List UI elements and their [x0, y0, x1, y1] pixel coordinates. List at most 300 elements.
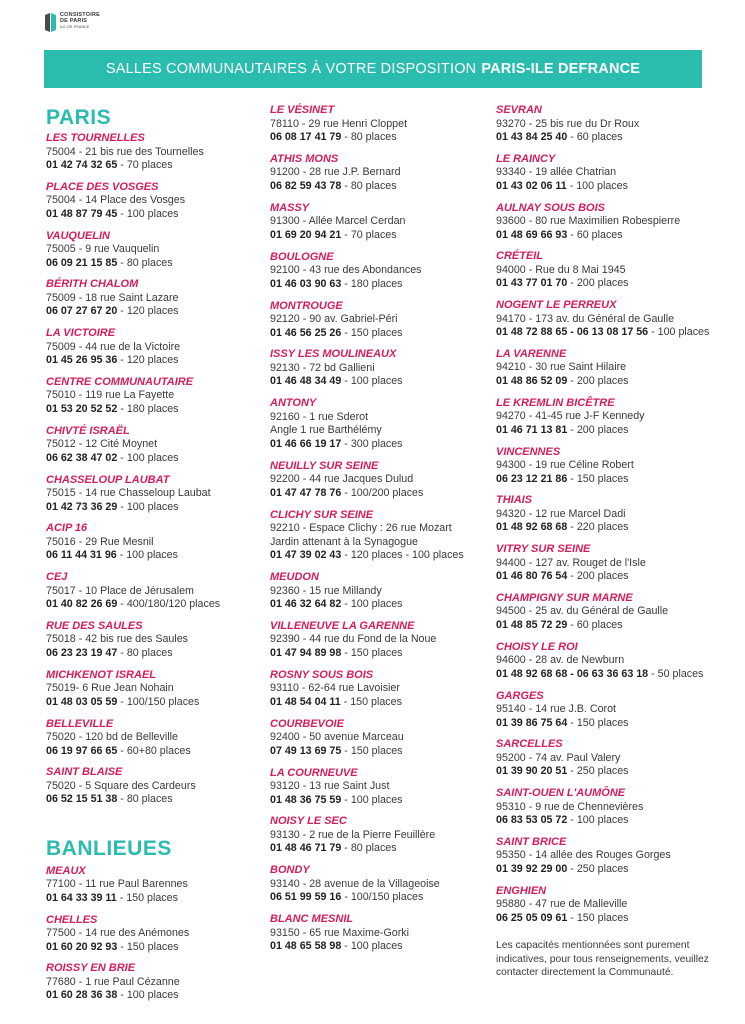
venue-entry — [46, 522, 246, 563]
venue-contact — [496, 521, 716, 535]
venue-entry — [46, 914, 246, 955]
venue-capacity: - 150 places — [567, 472, 629, 485]
column-3 — [496, 104, 716, 980]
venue-capacity: - 100 places — [116, 549, 178, 562]
venue-capacity: - 70 places — [341, 228, 397, 241]
venue-entry — [496, 104, 716, 145]
venue-entry — [270, 620, 480, 661]
venue-address: 94270 - 41-45 rue J-F Kennedy — [496, 410, 645, 423]
venue-phone: 06 19 97 66 65 — [46, 744, 118, 757]
venue-entry — [46, 278, 246, 319]
venue-entry — [46, 865, 246, 906]
logo-line-3: ILE-DE-FRANCE — [60, 25, 90, 29]
venue-contact — [270, 745, 480, 759]
venue-phone: 01 53 20 52 52 — [46, 402, 118, 415]
venue-address: 75010 - 119 rue La Fayette — [46, 389, 175, 402]
venue-entry — [46, 718, 246, 759]
venue-contact — [46, 208, 246, 222]
venue-contact — [270, 180, 480, 194]
venue-entry — [270, 202, 480, 243]
venue-entry — [270, 864, 480, 905]
venue-capacity: - 200 places — [567, 277, 629, 290]
venue-phone: 01 48 03 05 59 — [46, 695, 118, 708]
venue-entry — [46, 132, 246, 173]
banlieues-list-col3 — [496, 104, 716, 925]
venue-address: 92390 - 44 rue du Fond de la Noue — [270, 633, 437, 646]
banner-bold: PARIS-ILE DEFRANCE — [481, 61, 641, 77]
venue-capacity: - 60 places — [567, 618, 623, 631]
venue-address: 93130 - 2 rue de la Pierre Feuillère — [270, 828, 436, 841]
venue-name: CHOISY LE ROI — [496, 640, 578, 653]
venue-address: 94600 - 28 av. de Newburn — [496, 654, 625, 667]
venue-phone: 01 60 28 36 38 — [46, 989, 118, 1002]
venue-address: 95140 - 14 rue J.B. Corot — [496, 703, 617, 716]
venue-contact — [496, 814, 716, 828]
venue-contact — [496, 863, 716, 877]
venue-capacity: - 100 places — [117, 451, 179, 464]
venue-contact — [496, 717, 716, 731]
venue-capacity: - 400/180/120 places — [117, 598, 221, 611]
venue-address: 75018 - 42 bis rue des Saules — [46, 633, 189, 646]
venue-address: 94300 - 19 rue Céline Robert — [496, 459, 634, 472]
venue-contact — [270, 229, 480, 243]
venue-contact — [496, 180, 716, 194]
venue-name: MEUDON — [270, 571, 319, 584]
venue-contact — [46, 989, 246, 1003]
venue-name: ANTONY — [270, 397, 317, 410]
consistoire-logo — [44, 12, 100, 34]
venue-phone: 01 42 73 36 29 — [46, 500, 118, 513]
consistoire-logo-icon — [44, 12, 57, 34]
venue-contact — [46, 793, 246, 807]
venue-phone: 01 42 74 32 65 — [46, 159, 118, 171]
venue-name: VITRY SUR SEINE — [496, 543, 591, 556]
venue-phone: 01 47 94 89 98 — [270, 646, 342, 659]
venue-name: VILLENEUVE LA GARENNE — [270, 619, 415, 632]
venue-phone: 01 47 47 78 76 — [270, 486, 342, 499]
venue-name: LE RAINCY — [496, 152, 556, 165]
venue-contact — [46, 501, 246, 515]
venue-address: 75019- 6 Rue Jean Nohain — [46, 682, 174, 695]
venue-capacity: - 60 places — [567, 228, 623, 241]
venue-entry — [270, 397, 480, 451]
venue-entry — [46, 571, 246, 612]
venue-address: 75005 - 9 rue Vauquelin — [46, 243, 160, 256]
column-1 — [46, 104, 246, 1011]
venue-phone: 01 48 72 88 65 - 06 13 08 17 56 — [496, 326, 649, 339]
venue-name: LES TOURNELLES — [46, 132, 145, 144]
venue-name: THIAIS — [496, 494, 533, 507]
venue-entry — [270, 571, 480, 612]
venue-name: MONTROUGE — [270, 299, 343, 312]
venue-capacity: - 100 places — [341, 793, 403, 806]
venue-phone: 06 09 21 15 85 — [46, 256, 118, 269]
venue-phone: 01 48 46 71 79 — [270, 842, 342, 855]
venue-phone: 01 39 90 20 51 — [496, 765, 568, 778]
venue-contact — [46, 549, 246, 563]
venue-entry — [496, 690, 716, 731]
venue-address: 95200 - 74 av. Paul Valery — [496, 751, 621, 764]
venue-contact — [496, 375, 716, 389]
venue-entry — [270, 669, 480, 710]
venue-capacity: - 100/200 places — [341, 486, 424, 499]
venue-capacity: - 150 places — [567, 911, 629, 924]
venue-address: 75004 - 21 bis rue des Tournelles — [46, 145, 204, 158]
venue-address: 92160 - 1 rue Sderot — [270, 410, 369, 423]
venue-entry — [496, 592, 716, 633]
venue-entry — [46, 181, 246, 222]
venue-name: AULNAY SOUS BOIS — [496, 201, 605, 214]
venue-contact — [46, 892, 246, 906]
venue-capacity: - 60+80 places — [117, 744, 191, 757]
venue-phone: 06 51 99 59 16 — [270, 891, 342, 904]
venue-phone: 06 83 53 05 72 — [496, 814, 568, 827]
venue-entry — [270, 348, 480, 389]
venue-contact — [46, 598, 246, 612]
venue-capacity: - 100 places — [117, 500, 179, 513]
venue-contact — [270, 940, 480, 954]
venue-entry — [496, 348, 716, 389]
venue-name: LA VICTOIRE — [46, 327, 116, 340]
venue-entry — [496, 885, 716, 926]
logo-line-2: DE PARIS — [60, 18, 88, 24]
venue-contact — [46, 354, 246, 368]
venue-entry — [270, 767, 480, 808]
venue-capacity: - 150 places — [341, 326, 403, 339]
venue-entry — [496, 446, 716, 487]
venue-name: CHAMPIGNY SUR MARNE — [496, 591, 633, 604]
venue-phone: 01 43 84 25 40 — [496, 131, 568, 143]
venue-capacity: - 80 places — [341, 179, 397, 192]
venue-entry — [270, 251, 480, 292]
venue-capacity: - 150 places — [340, 695, 402, 708]
venue-name: BONDY — [270, 864, 310, 877]
venue-contact — [270, 696, 480, 710]
venue-phone: 01 48 92 68 68 - 06 63 36 63 18 — [496, 667, 649, 680]
venue-name: CHIVTÉ ISRAËL — [46, 424, 130, 437]
venue-phone: 01 43 02 06 11 — [496, 179, 567, 192]
venue-contact — [270, 438, 480, 452]
venue-capacity: - 200 places — [567, 570, 629, 583]
venue-capacity: - 80 places — [117, 793, 173, 806]
venue-contact — [46, 403, 246, 417]
venue-address: 75015 - 14 rue Chasseloup Laubat — [46, 487, 211, 500]
venue-entry — [496, 494, 716, 535]
venue-capacity: - 180 places — [117, 402, 179, 415]
venue-phone: 06 62 38 47 02 — [46, 451, 118, 464]
venue-capacity: - 80 places — [117, 646, 173, 659]
venue-address: 94500 - 25 av. du Général de Gaulle — [496, 605, 669, 618]
venue-entry — [46, 230, 246, 271]
venue-contact — [46, 452, 246, 466]
venue-address: 93270 - 25 bis rue du Dr Roux — [496, 117, 640, 130]
venue-entry — [496, 202, 716, 243]
section-title-paris: PARIS — [46, 106, 112, 129]
venue-contact — [496, 277, 716, 291]
venue-contact — [496, 912, 716, 926]
venue-phone: 01 39 86 75 64 — [496, 716, 568, 729]
venue-phone: 01 46 80 76 54 — [496, 570, 568, 583]
venue-capacity: - 300 places — [341, 437, 403, 450]
venue-name: PLACE DES VOSGES — [46, 180, 159, 193]
venue-entry — [496, 153, 716, 194]
venue-contact — [270, 842, 480, 856]
venue-entry — [46, 620, 246, 661]
venue-name: LA VARENNE — [496, 347, 567, 360]
venue-phone: 06 23 12 21 86 — [496, 472, 568, 485]
venue-name: ROISSY EN BRIE — [46, 962, 136, 975]
venue-capacity: - 180 places — [341, 277, 403, 290]
venue-entry — [270, 300, 480, 341]
venue-phone: 01 48 69 66 93 — [496, 228, 568, 241]
venue-phone: 01 46 48 34 49 — [270, 375, 342, 388]
venue-address: 77500 - 14 rue des Anémones — [46, 927, 190, 940]
venue-contact — [496, 570, 716, 584]
venue-contact — [46, 647, 246, 661]
venue-capacity: - 100/150 places — [117, 695, 200, 708]
venue-capacity: - 80 places — [341, 131, 397, 143]
banlieues-list-col2 — [270, 104, 480, 954]
venue-address: 91200 - 28 rue J.P. Bernard — [270, 166, 401, 179]
venue-entry — [496, 397, 716, 438]
venue-capacity: - 70 places — [117, 159, 173, 171]
venue-phone: 01 48 85 72 29 — [496, 618, 568, 631]
venue-contact — [270, 891, 480, 905]
venue-capacity: - 100 places — [566, 179, 628, 192]
venue-entry — [270, 509, 480, 563]
venue-capacity: - 150 places — [116, 891, 178, 904]
venue-phone: 01 46 56 25 26 — [270, 326, 342, 339]
title-banner — [44, 50, 702, 88]
venue-contact — [46, 159, 246, 173]
venue-address: Angle 1 rue Barthélémy — [270, 424, 382, 437]
venue-address: 94170 - 173 av. du Général de Gaulle — [496, 312, 675, 325]
venue-name: BOULOGNE — [270, 250, 334, 263]
venue-address: 94400 - 127 av. Rouget de l'Isle — [496, 556, 646, 569]
venue-entry — [46, 376, 246, 417]
venue-phone: 06 82 59 43 78 — [270, 179, 342, 192]
venue-name: MEAUX — [46, 864, 86, 877]
venue-name: BÉRITH CHALOM — [46, 278, 139, 291]
venue-address: 93140 - 28 avenue de la Villageoise — [270, 877, 440, 890]
venue-phone: 01 45 26 95 36 — [46, 354, 118, 367]
venue-capacity: - 200 places — [567, 423, 629, 436]
venue-name: LE KREMLIN BICÊTRE — [496, 396, 615, 409]
venue-name: VAUQUELIN — [46, 229, 110, 242]
venue-address: 75016 - 29 Rue Mesnil — [46, 535, 154, 548]
venue-capacity: - 100 places — [567, 814, 629, 827]
venue-name: NEUILLY SUR SEINE — [270, 459, 379, 472]
venue-address: 92120 - 90 av. Gabriel-Péri — [270, 313, 398, 326]
venue-phone: 01 46 71 13 81 — [496, 423, 568, 436]
venue-contact — [496, 668, 716, 682]
venue-address: 95310 - 9 rue de Chennevières — [496, 800, 644, 813]
venue-entry — [496, 250, 716, 291]
venue-name: SAINT BLAISE — [46, 766, 123, 779]
venue-entry — [496, 543, 716, 584]
venue-address: 92360 - 15 rue Millandy — [270, 584, 382, 597]
venue-name: NOISY LE SEC — [270, 815, 347, 828]
venue-capacity: - 60 places — [567, 131, 623, 143]
venue-contact — [496, 424, 716, 438]
section-title-banlieues: BANLIEUES — [46, 836, 172, 860]
venue-capacity: - 100/150 places — [341, 891, 424, 904]
venue-name: LA COURNEUVE — [270, 766, 358, 779]
venue-address: 77100 - 11 rue Paul Barennes — [46, 878, 188, 891]
venue-entry — [270, 460, 480, 501]
venue-phone: 01 48 87 79 45 — [46, 207, 118, 220]
venue-name: COURBEVOIE — [270, 717, 344, 730]
venue-name: CENTRE COMMUNAUTAIRE — [46, 375, 194, 388]
venue-phone: 01 48 36 75 59 — [270, 793, 342, 806]
venue-address: 75012 - 12 Cité Moynet — [46, 438, 158, 451]
venue-name: RUE DES SAULES — [46, 619, 143, 632]
venue-address: 92200 - 44 rue Jacques Dulud — [270, 473, 414, 486]
venue-entry — [46, 669, 246, 710]
venue-phone: 06 08 17 41 79 — [270, 131, 342, 143]
venue-entry — [496, 299, 716, 340]
venue-address: 94320 - 12 rue Marcel Dadi — [496, 507, 626, 520]
venue-phone: 01 46 32 64 82 — [270, 598, 342, 611]
venue-contact — [270, 598, 480, 612]
venue-phone: 01 47 39 02 43 — [270, 549, 342, 562]
venue-contact — [270, 375, 480, 389]
venue-capacity: - 150 places — [567, 716, 629, 729]
venue-phone: 01 48 92 68 68 — [496, 521, 568, 534]
venue-address: 91300 - Allée Marcel Cerdan — [270, 215, 406, 228]
venue-contact — [270, 794, 480, 808]
venue-contact — [46, 305, 246, 319]
venue-contact — [46, 257, 246, 271]
venue-address: 75017 - 10 Place de Jérusalem — [46, 584, 194, 597]
venue-address: 93110 - 62-64 rue Lavoisier — [270, 682, 400, 695]
venue-name: LE VÉSINET — [270, 104, 335, 116]
venue-address: 92100 - 43 rue des Abondances — [270, 264, 422, 277]
venue-name: VINCENNES — [496, 445, 561, 458]
venue-contact — [496, 619, 716, 633]
venue-name: ENGHIEN — [496, 884, 547, 897]
venue-phone: 01 40 82 26 69 — [46, 598, 118, 611]
venue-entry — [46, 327, 246, 368]
venue-capacity: - 100 places — [648, 326, 710, 339]
venue-name: ROSNY SOUS BOIS — [270, 668, 374, 681]
venue-name: NOGENT LE PERREUX — [496, 299, 617, 312]
venue-phone: 01 48 86 52 09 — [496, 374, 568, 387]
venue-contact — [496, 131, 716, 145]
venue-contact — [270, 487, 480, 501]
venue-contact — [46, 941, 246, 955]
venue-contact — [270, 131, 480, 145]
venue-capacity: - 80 places — [341, 842, 397, 855]
venue-capacity: - 150 places — [341, 744, 403, 757]
venue-contact — [496, 326, 716, 340]
venue-phone: 06 07 27 67 20 — [46, 305, 118, 318]
venue-name: SEVRAN — [496, 104, 542, 116]
venue-address: 93600 - 80 rue Maximilien Robespierre — [496, 215, 681, 228]
venue-entry — [496, 738, 716, 779]
paris-list — [46, 132, 246, 807]
venue-address: 93150 - 65 rue Maxime-Gorki — [270, 926, 409, 939]
venue-phone: 01 43 77 01 70 — [496, 277, 568, 290]
venue-address: 93120 - 13 rue Saint Just — [270, 780, 390, 793]
venue-name: MICHKENOT ISRAEL — [46, 668, 156, 681]
venue-entry — [270, 104, 480, 145]
venue-entry — [46, 474, 246, 515]
venue-phone: 01 64 33 39 11 — [46, 891, 117, 904]
venue-phone: 01 48 65 58 98 — [270, 940, 342, 953]
venue-address: 75020 - 120 bd de Belleville — [46, 731, 178, 744]
venue-entry — [496, 836, 716, 877]
venue-name: CRÉTEIL — [496, 250, 544, 263]
venue-name: CHELLES — [46, 913, 98, 926]
venue-name: BLANC MESNIL — [270, 913, 354, 926]
venue-contact — [46, 696, 246, 710]
venue-capacity: - 250 places — [567, 862, 629, 875]
venue-capacity: - 120 places - 100 places — [341, 549, 464, 562]
venue-name: SAINT BRICE — [496, 835, 567, 848]
venue-phone: 01 39 92 29 00 — [496, 862, 568, 875]
venue-contact — [496, 765, 716, 779]
venue-address: 94000 - Rue du 8 Mai 1945 — [496, 263, 626, 276]
venue-capacity: - 150 places — [117, 940, 179, 953]
venue-contact — [270, 549, 480, 563]
venue-address: 94210 - 30 rue Saint Hilaire — [496, 361, 627, 374]
venue-name: ISSY LES MOULINEAUX — [270, 348, 397, 361]
logo-line-1: CONSISTOIRE — [60, 12, 100, 18]
venue-phone: 06 52 15 51 38 — [46, 793, 118, 806]
venue-entry — [46, 766, 246, 807]
venue-entry — [270, 913, 480, 954]
venue-capacity: - 250 places — [567, 765, 629, 778]
venue-contact — [496, 473, 716, 487]
venue-name: CLICHY SUR SEINE — [270, 508, 374, 521]
venue-contact — [270, 278, 480, 292]
venue-name: CEJ — [46, 571, 68, 584]
column-2 — [270, 104, 480, 962]
venue-name: ATHIS MONS — [270, 152, 339, 165]
venue-capacity: - 120 places — [117, 354, 179, 367]
venue-phone: 01 46 03 90 63 — [270, 277, 342, 290]
venue-entry — [46, 425, 246, 466]
venue-phone: 01 69 20 94 21 — [270, 228, 342, 241]
venue-address: 75009 - 44 rue de la Victoire — [46, 340, 181, 353]
venue-address: 92130 - 72 bd Gallieni — [270, 361, 375, 374]
venue-entry — [496, 787, 716, 828]
footer-note: Les capacités mentionnées sont purement indicatives, pour tous renseignements, veuillez contacter directement la Communauté. — [496, 940, 709, 979]
venue-name: MASSY — [270, 201, 310, 214]
venue-address: 78110 - 29 rue Henri Cloppet — [270, 117, 408, 130]
venue-capacity: - 100 places — [117, 989, 179, 1002]
venue-address: 92210 - Espace Clichy : 26 rue Mozart — [270, 522, 452, 535]
venue-capacity: - 120 places — [117, 305, 179, 318]
venue-contact — [270, 327, 480, 341]
venue-phone: 01 60 20 92 93 — [46, 940, 118, 953]
venue-address: 95350 - 14 allée des Rouges Gorges — [496, 849, 671, 862]
venue-phone: 01 46 66 19 17 — [270, 437, 342, 450]
venue-contact — [46, 745, 246, 759]
venue-capacity: - 150 places — [341, 646, 403, 659]
venue-entry — [270, 153, 480, 194]
venue-name: GARGES — [496, 689, 544, 702]
venue-entry — [496, 641, 716, 682]
venue-address: 75020 - 5 Square des Cardeurs — [46, 779, 196, 792]
venue-contact — [270, 647, 480, 661]
banner-prefix: SALLES COMMUNAUTAIRES À VOTRE DISPOSITION — [105, 61, 477, 77]
venue-address: 93340 - 19 allée Chatrian — [496, 166, 617, 179]
venue-capacity: - 200 places — [567, 374, 629, 387]
venue-address: 92400 - 50 avenue Marceau — [270, 731, 404, 744]
venue-capacity: - 100 places — [341, 940, 403, 953]
